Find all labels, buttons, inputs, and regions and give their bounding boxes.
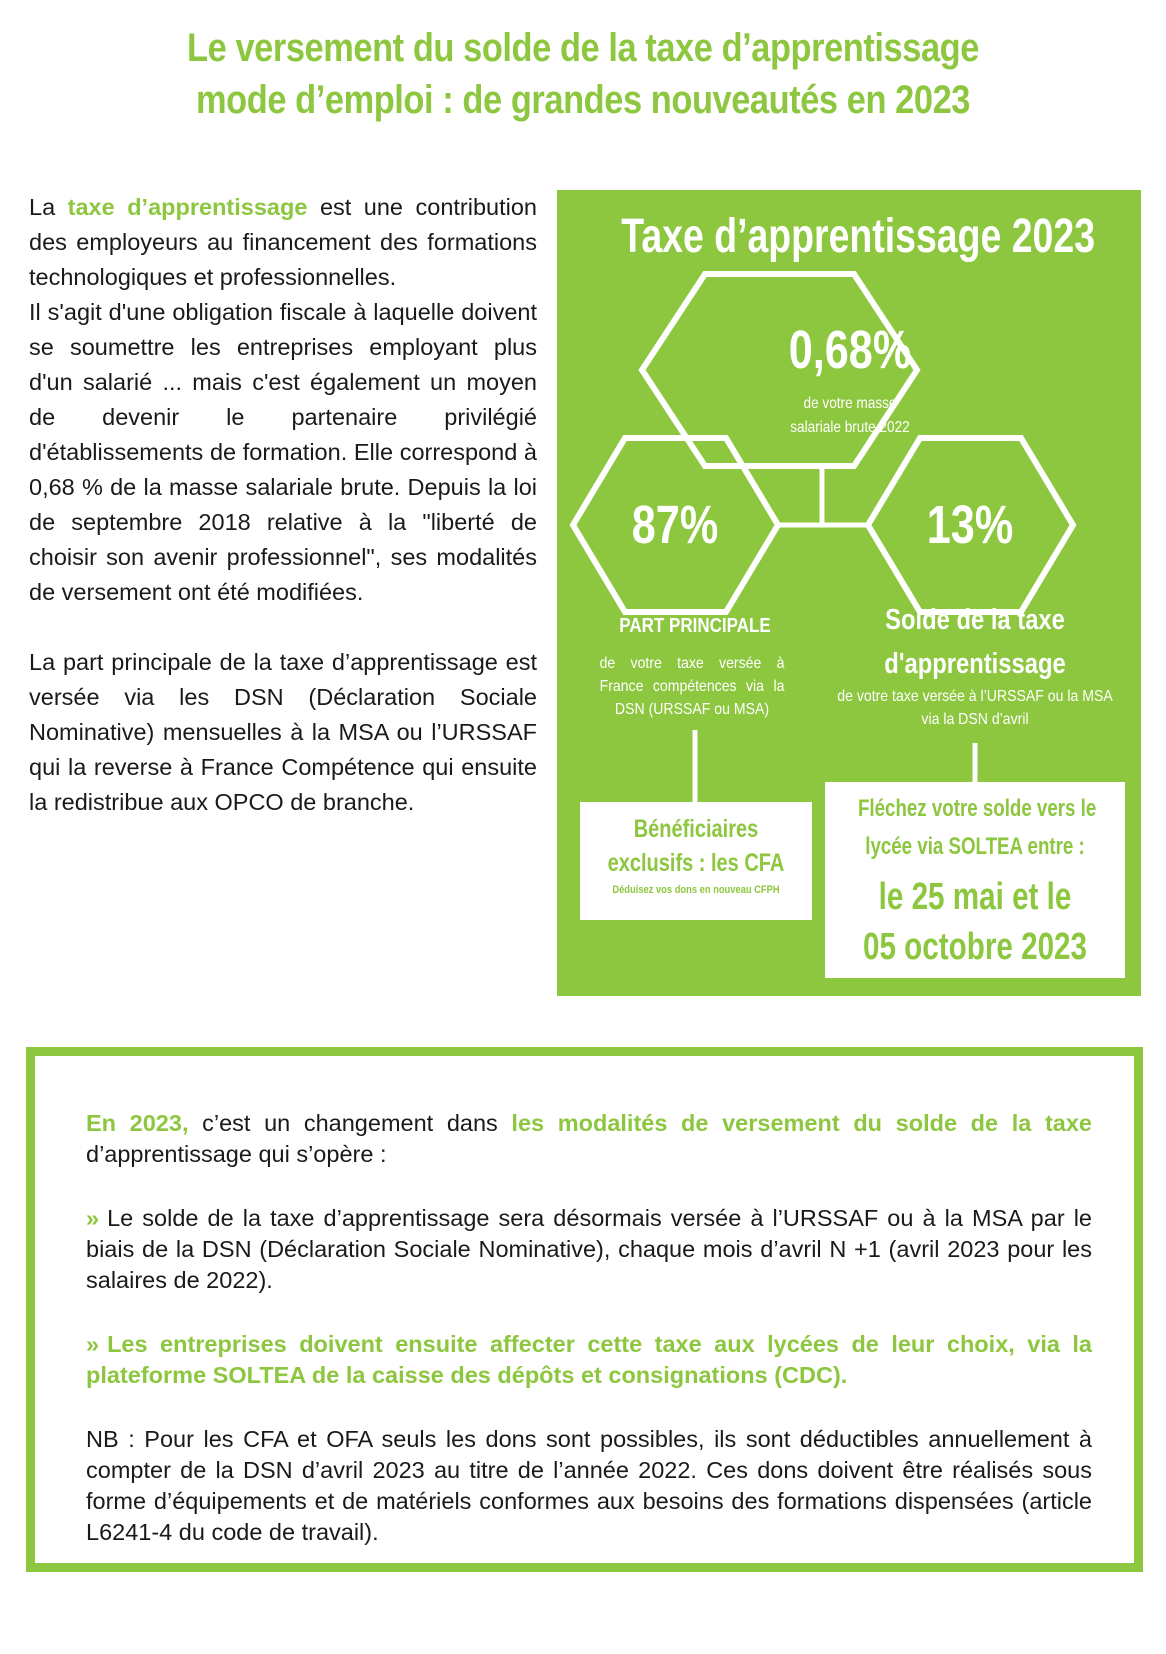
intro-text [29, 190, 537, 820]
info-paragraph-1 [86, 1108, 1092, 1170]
intro-p1-end: est une contribution des employeurs au financement des formations technologiques et professionnelles. [29, 194, 538, 290]
intro-paragraph-3: La part principale de la taxe d’apprentissage est versée via les DSN (Déclaration Sociale Nominative) mensuelles à la MSA ou l’URSSAF qui la reverse à France Compétence qui ensuite la redistribue aux OPCO de branche. [29, 649, 537, 815]
beneficiaires-line-2: exclusifs : les CFA [607, 849, 785, 877]
solde-caption: de votre taxe versée à l’URSSAF ou la MSA via la DSN d’avril [837, 688, 1113, 728]
soltea-box [825, 782, 1125, 978]
left-percentage: 87% [631, 495, 719, 555]
hexagon-left-content [575, 495, 775, 555]
top-percentage-caption: de votre masse salariale brute 2022 [790, 395, 910, 436]
info-bullet-2 [86, 1329, 1092, 1391]
hexagon-right-content [870, 495, 1070, 555]
title-line-1: Le versement du solde de la taxe d’apprentissage [187, 26, 979, 70]
info-bullet-1-text: Le solde de la taxe d’apprentissage sera désormais versée à l’URSSAF ou à la MSA par le biais de la DSN (Déclaration Sociale Nominative), chaque mois d’avril N +1 (avril 2023 pour les salaires de 2022). [86, 1205, 1092, 1293]
infographic-panel [557, 190, 1141, 996]
page-title [82, 22, 1085, 126]
solde-label-line-2: d'apprentissage [884, 648, 1066, 680]
info-year-highlight: En 2023, [86, 1110, 189, 1136]
beneficiaires-line-1: Bénéficiaires [633, 815, 759, 843]
info-p1-end: d’apprentissage qui s’opère : [86, 1141, 387, 1167]
beneficiaires-box [580, 802, 812, 920]
intro-p1-start: La [29, 194, 56, 220]
soltea-line-1: Fléchez votre solde vers le [858, 795, 1097, 822]
right-percentage: 13% [926, 495, 1014, 555]
hexagon-top-content [705, 320, 995, 440]
chevron-icon: » [86, 1205, 100, 1231]
intro-paragraph-1 [29, 190, 537, 295]
title-line-2: mode d’emploi : de grandes nouveautés en 2023 [196, 78, 970, 122]
intro-highlight: taxe d’apprentissage [67, 194, 308, 220]
soltea-line-2: lycée via SOLTEA entre : [865, 833, 1085, 860]
solde-label-line-1: Solde de la taxe [885, 604, 1065, 636]
info-modalites-highlight: les modalités de versement du solde de la taxe [511, 1110, 1092, 1136]
soltea-date-2: 05 octobre 2023 [862, 926, 1088, 968]
infographic-title: Taxe d’apprentissage 2023 [621, 210, 1096, 263]
intro-paragraph-2: Il s'agit d'une obligation fiscale à laquelle doivent se soumettre les entreprises employant plus d'un salarié ... mais c'est également un moyen de devenir le partenaire privilégié d'établissements de formation. Elle correspond à 0,68 % de la masse salariale brute. Depuis la loi de septembre 2018 relative à la "liberté de choisir son avenir professionnel", ses modalités de versement ont été modifiées. [29, 299, 537, 605]
info-box [26, 1047, 1143, 1572]
info-p1-mid: c’est un changement dans [188, 1110, 512, 1136]
info-bullet-1 [86, 1203, 1092, 1296]
part-principale-caption: de votre taxe versée à France compétences via la DSN (URSSAF ou MSA) [599, 655, 785, 718]
part-principale-label: PART PRINCIPALE [619, 615, 771, 637]
chevron-icon: » [86, 1331, 100, 1357]
solde-label [844, 598, 1106, 686]
beneficiaires-caption: Déduisez vos dons en nouveau CFPH [612, 884, 780, 896]
info-box-content [86, 1108, 1092, 1548]
top-percentage: 0,68% [788, 320, 912, 380]
soltea-date-1: le 25 mai et le [878, 876, 1072, 918]
info-bullet-2-text: Les entreprises doivent ensuite affecter cette taxe aux lycées de leur choix, via la plateforme SOLTEA de la caisse des dépôts et consignations (CDC). [86, 1331, 1092, 1388]
info-nb: NB : Pour les CFA et OFA seuls les dons sont possibles, ils sont déductibles annuellement à compter de la DSN d’avril 2023 au titre de l’année 2022. Ces dons doivent être réalisés sous forme d’équipements et de matériels conformes aux besoins des formations dispensées (article L6241-4 du code de travail). [86, 1426, 1092, 1545]
